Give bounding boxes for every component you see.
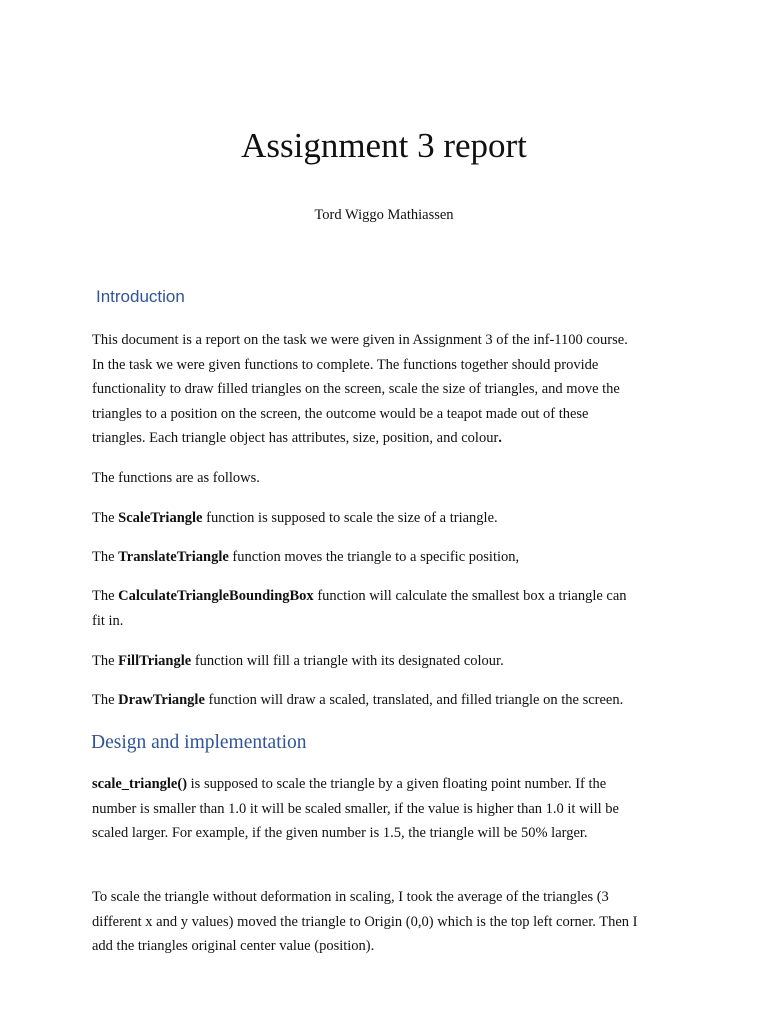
function-prefix: The [92,549,119,565]
function-name: scale_triangle() [92,776,188,792]
function-fill-triangle [92,649,692,674]
functions-intro-paragraph: The functions are as follows. [92,470,260,486]
function-name: TranslateTriangle [118,549,229,565]
design-p2-line-1: To scale the triangle without deformation in scaling, I took the average of the triangles (3 [92,889,609,905]
function-desc: function moves the triangle to a specific position, [228,549,520,565]
function-calculate-bounding-box [92,584,692,633]
function-translate-triangle [92,545,692,570]
function-prefix: The [92,653,119,669]
design-line-2: number is smaller than 1.0 it will be scaled smaller, if the value is higher than 1.0 it will be [92,800,619,817]
function-desc: function will draw a scaled, translated, and filled triangle on the screen. [204,692,624,708]
document-title: Assignment 3 report [241,126,527,165]
design-paragraph-2 [92,885,692,959]
function-desc: function is supposed to scale the size of a triangle. [202,510,498,526]
section-heading-design: Design and implementation [91,732,307,753]
function-draw-triangle [92,688,692,713]
function-name: FillTriangle [118,653,192,669]
function-prefix: The [92,588,119,604]
intro-line-4: triangles to a position on the screen, the outcome would be a teapot made out of these [92,405,589,422]
design-line-1-rest: is supposed to scale the triangle by a given floating point number. If the [187,776,607,792]
function-prefix: The [92,692,119,708]
section-heading-introduction: Introduction [96,287,185,306]
function-desc-line-2: fit in. [92,612,124,629]
function-desc: function will fill a triangle with its designated colour. [191,653,504,669]
design-p2-line-3: add the triangles original center value (position). [92,938,375,954]
intro-line-2: In the task we were given functions to complete. The functions together should provide [92,356,599,373]
function-prefix: The [92,510,119,526]
function-desc: function will calculate the smallest box a triangle can [313,588,627,604]
design-p2-line-2: different x and y values) moved the triangle to Origin (0,0) which is the top left corner. Then I [92,913,638,930]
intro-paragraph [92,328,692,451]
design-paragraph-1 [92,772,692,846]
intro-line-1: This document is a report on the task we were given in Assignment 3 of the inf-1100 course. [92,332,628,348]
intro-line-5-period: . [498,430,502,446]
function-name: DrawTriangle [118,692,205,708]
function-scale-triangle [92,506,692,531]
document-author: Tord Wiggo Mathiassen [314,207,454,223]
function-name: ScaleTriangle [118,510,203,526]
intro-line-3: functionality to draw filled triangles on the screen, scale the size of triangles, and move the [92,381,620,397]
function-name: CalculateTriangleBoundingBox [118,588,314,604]
design-line-3: scaled larger. For example, if the given number is 1.5, the triangle will be 50% larger. [92,825,588,841]
intro-line-5-text: triangles. Each triangle object has attributes, size, position, and colour [92,430,499,446]
intro-line-5 [92,426,692,451]
